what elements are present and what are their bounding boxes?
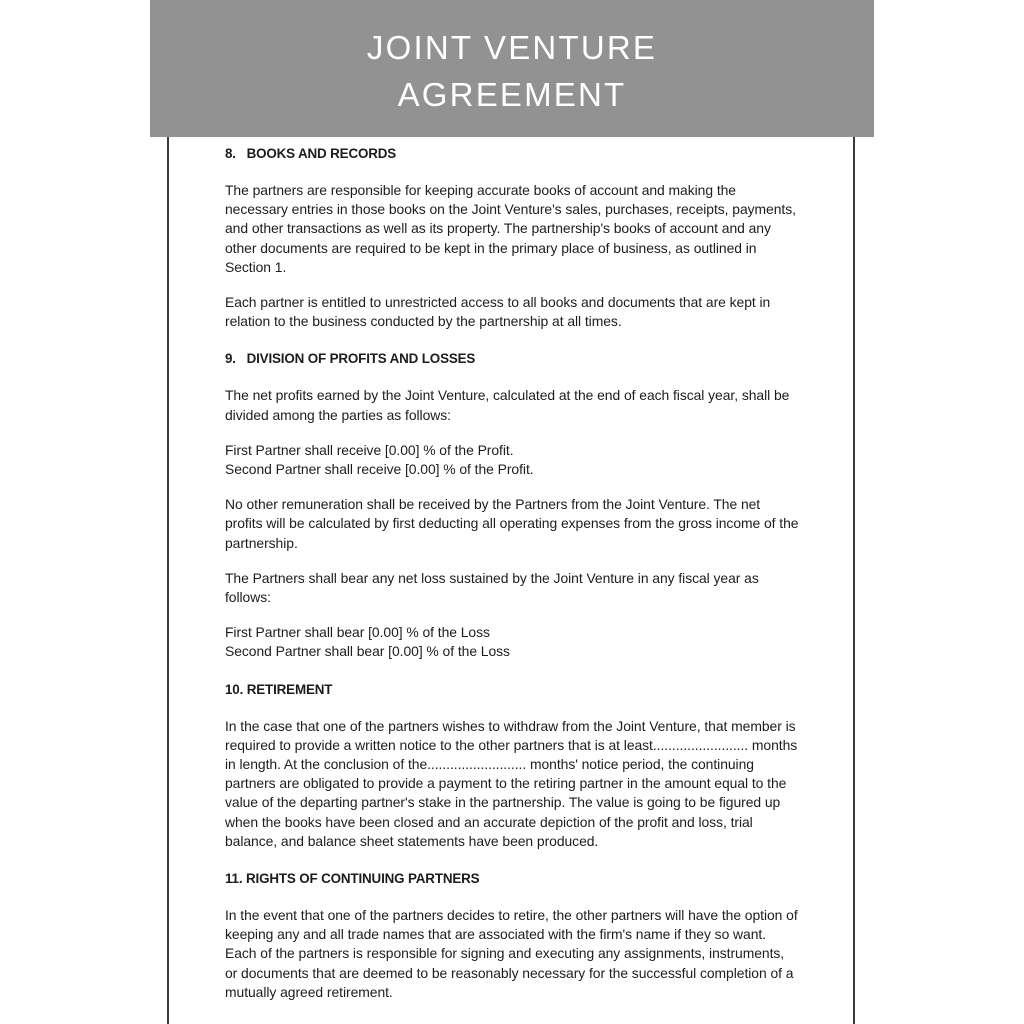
profit-distribution-lines: [225, 441, 800, 479]
section-10-paragraph-1: In the case that one of the partners wishes to withdraw from the Joint Venture, that member is required to provide a written notice to the other partners that is at least......................... months in length. At the conclusion of the.......................... months' notice period, the continuing partners are obligated to provide a payment to the retiring partner in the amount equal to the value of the departing partner's stake in the partnership. The value is going to be figured up when the books have been closed and an accurate depiction of the profit and loss, trial balance, and balance sheet statements have been produced.: [225, 717, 798, 849]
section-10-heading: 10. RETIREMENT: [225, 681, 333, 697]
section-rights-of-continuing-partners: [225, 869, 800, 1002]
document-title-line-2: AGREEMENT: [397, 75, 627, 113]
section-8-heading: 8. BOOKS AND RECORDS: [225, 146, 397, 161]
spacer: [225, 607, 800, 623]
spacer: [225, 888, 800, 906]
spacer: [225, 851, 800, 869]
document-title-line-1: JOINT VENTURE: [366, 28, 658, 66]
loss-line-second-partner: Second Partner shall bear [0.00] % of the Loss: [225, 643, 510, 660]
profit-line-first-partner: First Partner shall receive [0.00] % of the Profit.: [225, 441, 514, 458]
section-9-paragraph-2: No other remuneration shall be received by the Partners from the Joint Venture. The net profits will be calculated by first deducting all operating expenses from the gross income of the partnership.: [225, 496, 799, 551]
section-11-heading: 11. RIGHTS OF CONTINUING PARTNERS: [225, 871, 480, 887]
document-page: [167, 137, 855, 1024]
section-retirement: [225, 680, 800, 851]
spacer: [225, 699, 800, 717]
document-title-banner: [150, 0, 874, 137]
loss-line-first-partner: First Partner shall bear [0.00] % of the Loss: [225, 624, 490, 641]
section-8-paragraph-2: Each partner is entitled to unrestricted access to all books and documents that are kept in relation to the business conducted by the partnership at all times.: [225, 294, 771, 330]
spacer: [225, 331, 800, 349]
section-11-paragraph-1: In the event that one of the partners decides to retire, the other partners will have the option of keeping any and all trade names that are associated with the firm's name if they so want. Each of the partners is responsible for signing and executing any assignments, instruments, or documents that are deemed to be reasonably necessary for the successful completion of a mutually agreed retirement.: [225, 907, 798, 1000]
spacer: [225, 368, 800, 386]
section-division-of-profits-and-losses: [225, 349, 800, 661]
profit-line-second-partner: Second Partner shall receive [0.00] % of the Profit.: [225, 461, 534, 478]
spacer: [225, 479, 800, 495]
spacer: [225, 662, 800, 680]
spacer: [225, 277, 800, 293]
spacer: [225, 553, 800, 569]
section-9-paragraph-1: The net profits earned by the Joint Venture, calculated at the end of each fiscal year, shall be divided among the parties as follows:: [225, 387, 790, 423]
document-body: [225, 144, 800, 1002]
spacer: [225, 425, 800, 441]
section-9-heading: 9. DIVISION OF PROFITS AND LOSSES: [225, 351, 476, 367]
section-9-paragraph-3: The Partners shall bear any net loss sustained by the Joint Venture in any fiscal year as follows:: [225, 569, 759, 606]
section-8-paragraph-1: The partners are responsible for keeping accurate books of account and making the necessary entries in those books on the Joint Venture's sales, purchases, receipts, payments, and other transactions as well as its property. The partnership's books of account and any other documents are required to be kept in the primary place of business, as outlined in Section 1.: [225, 182, 796, 275]
spacer: [225, 163, 800, 181]
loss-distribution-lines: [225, 623, 800, 661]
section-books-and-records: [225, 144, 800, 331]
